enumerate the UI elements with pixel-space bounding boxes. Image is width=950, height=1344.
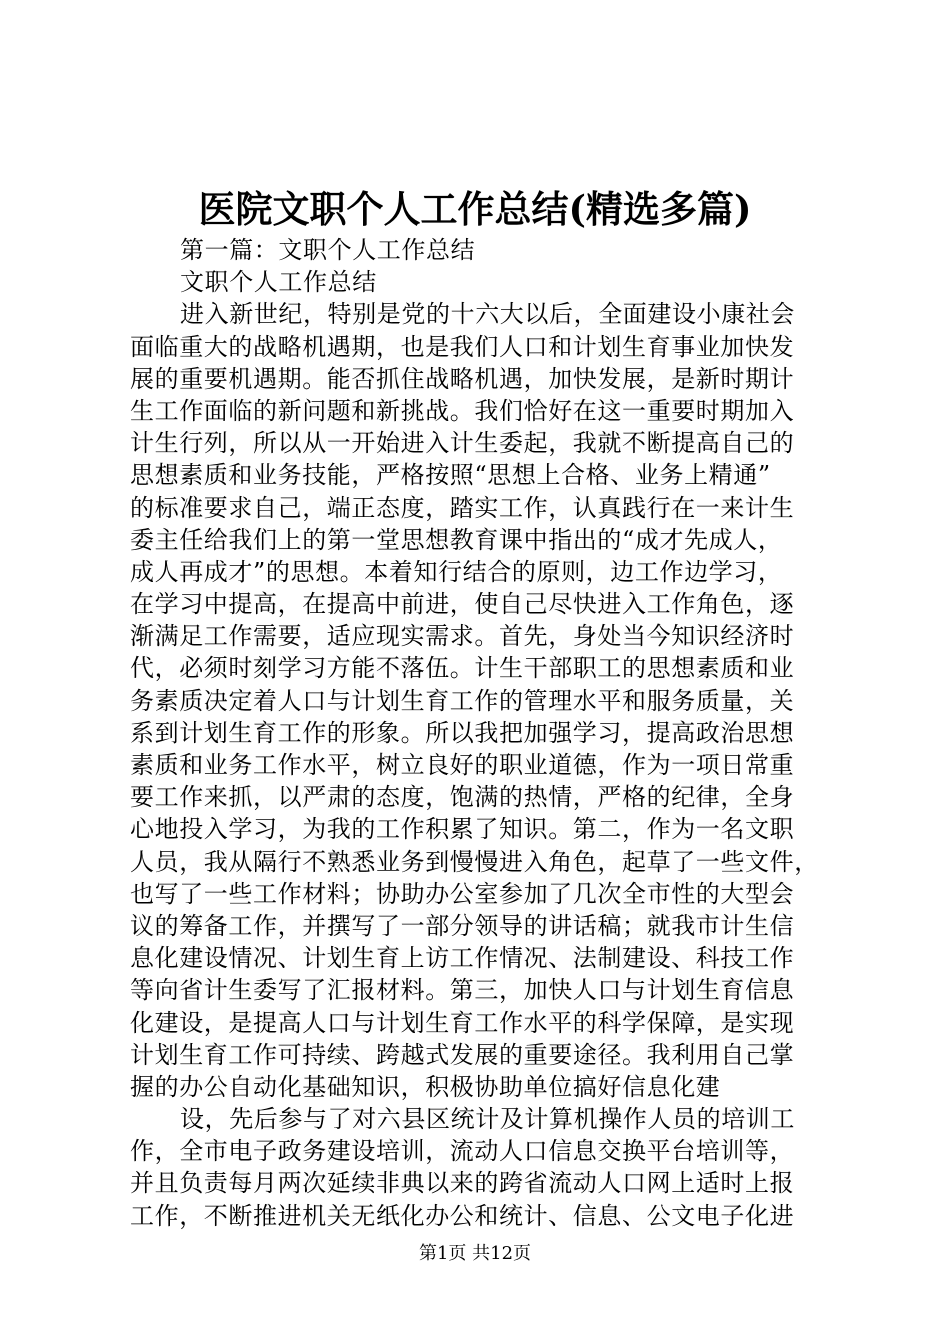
paragraph-line: 素质和业务工作水平，树立良好的职业道德，作为一项日常重 — [130, 751, 795, 779]
paragraph-line: 展的重要机遇期。能否抓住战略机遇，加快发展，是新时期计 — [130, 364, 795, 393]
paragraph-line: 心地投入学习，为我的工作积累了知识。第二，作为一名文职 — [130, 815, 795, 844]
paragraph-line: 代，必须时刻学习方能不落伍。计生干部职工的思想素质和业 — [130, 654, 795, 683]
paragraph-line: 息化建设情况、计划生育上访工作情况、法制建设、科技工作 — [130, 944, 795, 973]
paragraph-line: 也写了一些工作材料；协助办公室参加了几次全市性的大型会 — [130, 879, 795, 908]
section-heading: 第一篇：文职个人工作总结 — [180, 236, 476, 264]
paragraph-line: 要工作来抓，以严肃的态度，饱满的热情，严格的纪律，全身 — [130, 783, 795, 812]
section-subheading: 文职个人工作总结 — [180, 268, 377, 297]
paragraph-line: 设，先后参与了对六县区统计及计算机操作人员的培训工 — [180, 1105, 795, 1134]
paragraph-line: 生工作面临的新问题和新挑战。我们恰好在这一重要时期加入 — [130, 396, 795, 425]
paragraph-line: 的标准要求自己，端正态度，踏实工作，认真践行在一来计生 — [130, 493, 795, 522]
paragraph-line: 作，全市电子政务建设培训，流动人口信息交换平台培训等， — [130, 1137, 795, 1166]
paragraph-line: 系到计划生育工作的形象。所以我把加强学习，提高政治思想 — [130, 718, 795, 747]
paragraph-line: 渐满足工作需要，适应现实需求。首先，身处当今知识经济时 — [130, 622, 795, 651]
paragraph-line: 成人再成才”的思想。本着知行结合的原则，边工作边学习， — [130, 557, 783, 586]
paragraph-line: 议的筹备工作，并撰写了一部分领导的讲话稿；就我市计生信 — [130, 911, 795, 940]
paragraph-line: 等向省计生委写了汇报材料。第三，加快人口与计划生育信息 — [130, 976, 795, 1005]
paragraph-line: 握的办公自动化基础知识，积极协助单位搞好信息化建 — [130, 1072, 721, 1101]
paragraph-line: 人员，我从隔行不熟悉业务到慢慢进入角色，起草了一些文件， — [130, 847, 819, 876]
paragraph-line: 计生行列，所以从一开始进入计生委起，我就不断提高自己的 — [130, 429, 795, 458]
paragraph-line: 计划生育工作可持续、跨越式发展的重要途径。我利用自己掌 — [130, 1040, 795, 1069]
page-footer: 第1页 共12页 — [418, 1243, 532, 1264]
paragraph-line: 在学习中提高，在提高中前进，使自己尽快进入工作角色，逐 — [130, 590, 795, 619]
document-title: 医院文职个人工作总结(精选多篇) — [198, 187, 752, 231]
document-body — [130, 234, 830, 1232]
paragraph-line: 面临重大的战略机遇期，也是我们人口和计划生育事业加快发 — [130, 332, 795, 361]
paragraph-line: 思想素质和业务技能，严格按照“思想上合格、业务上精通” — [130, 461, 771, 490]
paragraph-line: 务素质决定着人口与计划生育工作的管理水平和服务质量，关 — [130, 686, 795, 715]
paragraph-line: 化建设，是提高人口与计划生育工作水平的科学保障，是实现 — [130, 1008, 795, 1037]
paragraph-line: 工作，不断推进机关无纸化办公和统计、信息、公文电子化进 — [130, 1201, 795, 1230]
paragraph-line: 进入新世纪，特别是党的十六大以后，全面建设小康社会 — [180, 300, 795, 329]
paragraph-line: 并且负责每月两次延续非典以来的跨省流动人口网上适时上报 — [130, 1169, 795, 1198]
paragraph-line: 委主任给我们上的第一堂思想教育课中指出的“成才先成人， — [130, 525, 783, 554]
